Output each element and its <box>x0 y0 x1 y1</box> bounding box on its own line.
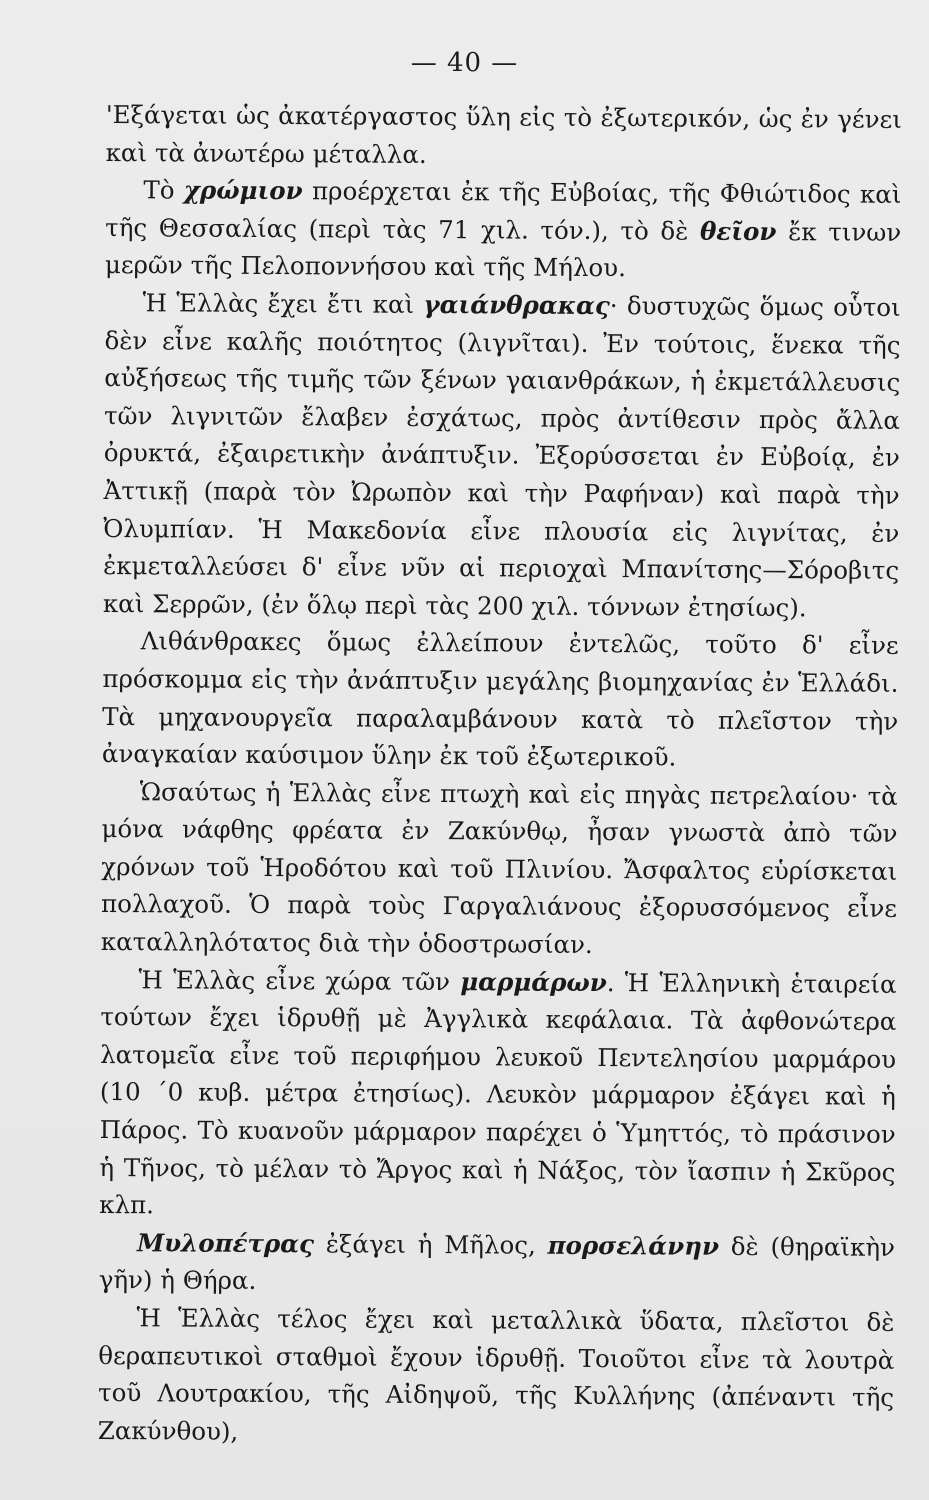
paragraph <box>98 1299 895 1454</box>
paragraph <box>106 96 902 176</box>
emphasized-term: θεῖον <box>699 216 777 246</box>
text-segment: ἔκ τινων μερῶν τῆς Πελοποννήσου καὶ τῆς Μήλου. <box>104 216 902 283</box>
paragraph <box>105 171 902 289</box>
body-text <box>98 96 902 1454</box>
text-segment: · δυστυχῶς ὅμως οὗτοι δὲν εἶνε καλῆς ποιότητος (λιγνῖται). Ἐν τούτοις, ἕνεκα τῆς αὐξήσεως τῆς τιμῆς τῶν ξένων γαιανθράκων, ἡ ἐκμετάλλευσις τῶν λιγνιτῶν ἔλαβεν ἐσχάτως, πρὸς ἀντίθεσιν πρὸς ἄλλα ὀρυκτά, ἐξαιρετικὴν ἀνάπτυξιν. Ἐξορύσσεται ἐν Εὐβοίᾳ, ἐν Ἀττικῇ (παρὰ τὸν Ὠρωπὸν καὶ τὴν Ραφήναν) καὶ παρὰ τὴν Ὀλυμπίαν. Ἡ Μακεδονία εἶνε πλουσία εἰς λιγνίτας, ἐν ἐκμεταλλεύσει δ' εἶνε νῦν αἱ περιοχαὶ Μπανίτσης—Σόροβιτς καὶ Σερρῶν, (ἐν ὅλῳ περὶ τὰς 200 χιλ. τόννων ἐτησίως). <box>102 291 901 623</box>
emphasized-term: πορσελάνην <box>547 1230 720 1261</box>
text-segment: . Ἡ Ἑλληνικὴ ἑταιρεία τούτων ἔχει ἱδρυθῇ μὲ Ἀγγλικὰ κεφάλαια. Τὰ ἀφθονώτερα λατομεῖα εἶνε τοῦ περιφήμου λευκοῦ Πεντελησίου μαρμάρου (10 ΄0 κυβ. μέτρα ἐτησίως). Λευκὸν μάρμαρον ἐξάγει καὶ ἡ Πάρος. Τὸ κυανοῦν μάρμαρον παρέχει ὁ Ὑμηττός, τὸ πράσινον ἡ Τῆνος, τὸ μέλαν τὸ Ἄργος καὶ ἡ Νάξος, τὸν ἴασπιν ἡ Σκῦρος κλπ. <box>99 967 897 1220</box>
paragraph <box>99 1224 895 1304</box>
text-segment: 'Εξάγεται ὡς ἀκατέργαστος ὕλη εἰς τὸ ἐξωτερικόν, ὡς ἐν γένει καὶ τὰ ἀνωτέρω μέταλλα. <box>105 99 902 169</box>
text-segment: προέρχεται ἐκ τῆς Εὐβοίας, τῆς Φθιώτιδος καὶ τῆς Θεσσαλίας (περὶ τὰς 71 χιλ. τόν.), τὸ δὲ <box>105 176 902 246</box>
text-segment: Ἡ Ἑλλὰς τέλος ἔχει καὶ μεταλλικὰ ὕδατα, πλεῖστοι δὲ θεραπευτικοὶ σταθμοὶ ἔχουν ἱδρυθῇ. Τοιοῦτοι εἶνε τὰ λουτρὰ τοῦ Λουτρακίου, τῆς Αἰδηψοῦ, τῆς Κυλλήνης (ἀπέναντι τῆς Ζακύνθου), <box>97 1303 895 1446</box>
text-segment: δὲ (θηραϊκὴν γῆν) ἡ Θήρα. <box>98 1231 896 1296</box>
emphasized-term: Μυλοπέτρας <box>136 1228 315 1259</box>
text-segment: Λιθάνθρακες ὅμως ἐλλείπουν ἐντελῶς, τοῦτο δ' εἶνε πρόσκομμα εἰς τὴν ἀνάπτυξιν μεγάλης βιομηχανίας ἐν Ἑλλάδι. Τὰ μηχανουργεῖα παραλαμβάνουν κατὰ τὸ πλεῖστον τὴν ἀναγκαίαν καύσιμον ὕλην ἐκ τοῦ ἐξωτερικοῦ. <box>101 626 899 772</box>
text-segment: Ὡσαύτως ἡ Ἑλλὰς εἶνε πτωχὴ καὶ εἰς πηγὰς πετρελαίου· τὰ μόνα νάφθης φρέατα ἐν Ζακύνθῳ, ἦσαν γνωστὰ ἀπὸ τῶν χρόνων τοῦ Ἡροδότου καὶ τοῦ Πλινίου. Ἄσφαλτος εὑρίσκεται πολλαχοῦ. Ὁ παρὰ τοὺς Γαργαλιάνους ἐξορυσσόμενος εἶνε καταλληλότατος διὰ τὴν ὁδοστρωσίαν. <box>100 776 898 960</box>
paragraph <box>99 961 897 1229</box>
text-segment: ἐξάγει ἡ Μῆλος, <box>313 1229 548 1260</box>
emphasized-term: γαιάνθρακας <box>423 289 610 321</box>
page-number: — 40 — <box>410 48 519 78</box>
text-segment: Τὸ <box>143 175 184 205</box>
emphasized-term: χρώμιον <box>183 175 303 206</box>
emphasized-term: μαρμάρων <box>460 966 607 997</box>
paragraph <box>101 773 898 966</box>
text-segment: Ἡ Ἑλλὰς εἶνε χώρα τῶν <box>138 964 461 996</box>
paragraph <box>103 284 901 627</box>
text-segment: Ἡ Ἑλλὰς ἔχει ἔτι καὶ <box>142 288 424 319</box>
paragraph <box>102 622 899 777</box>
